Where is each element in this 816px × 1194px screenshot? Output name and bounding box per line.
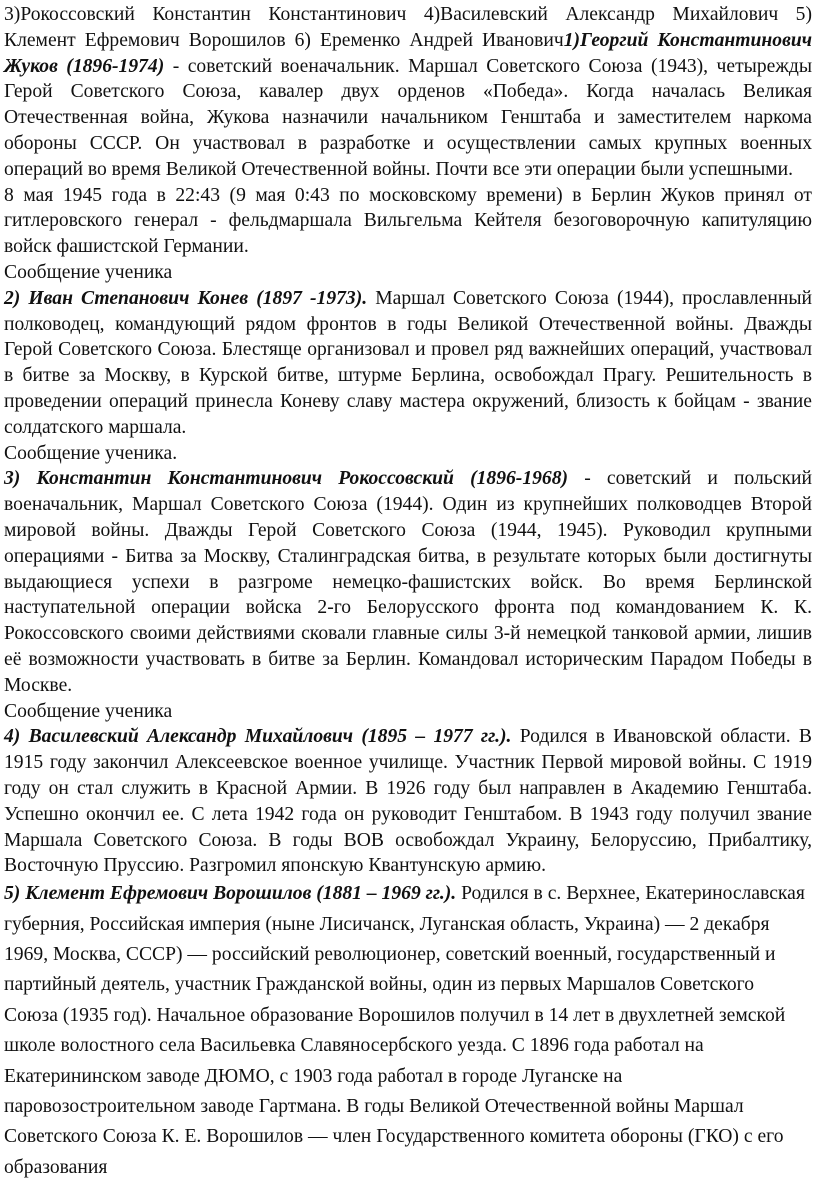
rokossovsky-caption: Сообщение ученика. [4,442,178,464]
vasilevsky-heading: 4) Василевский Александр Михайлович (1895 – 1977 гг.). [4,726,512,748]
konev-heading: 2) Иван Степанович Конев (1897 -1973). [4,287,368,309]
rokossovsky-paragraph [4,466,812,698]
konev-paragraph [4,286,812,441]
vasilevsky-caption: Сообщение ученика [4,700,173,722]
zhukov-text: - советский военачальник. Маршал Советского Союза (1943), четырежды Герой Советского Союза, кавалер двух орденов «Победа». Когда началась Великая Отечественная война, Жукова назначили начальником Генштаба и заместителем наркома обороны СССР. Он участвовал в разработке и осуществлении самых крупных военных операций во время Великой Отечественной войны. Почти все эти операции были успешными. [4,55,812,180]
vasilevsky-text: Родился в Ивановской области. В 1915 году закончил Алексеевское военное училище. Участник Первой мировой войны. С 1919 году он стал служить в Красной Армии. В 1926 году был направлен в Академию Генштаба. Успешно окончил ее. С лета 1942 года он руководит Генштабом. В 1943 году получил звание Маршала Советского Союза. В годы ВОВ освобождал Украину, Белоруссию, Прибалтику, Восточную Пруссию. Разгромил японскую Квантунскую армию. [4,726,812,877]
voroshilov-text: Родился в с. Верхнее, Екатеринославская губерния, Российская империя (ныне Лисичанск, Луганская область, Украина) — 2 декабря 1969, Москва, СССР) — российский революционер, советский военный, государственный и партийный деятель, участник Гражданской войны, один из первых Маршалов Советского Союза (1935 год). Начальное образование Ворошилов получил в 14 лет в двухлетней земской школе волостного села Васильевка Славяносербского уезда. С 1896 года работал на Екатерининском заводе ДЮМО, с 1903 года работал в городе Луганске на паровозостроительном заводе Гартмана. В годы Великой Отечественной войны Маршал Советского Союза К. Е. Ворошилов — член Государственного комитета обороны (ГКО) с его образования [4,883,805,1178]
marshals-list-line: 3)Рокоссовский Константин Константинович 4)Василевский Александр Михайлович 5) Клемент Ефремович Ворошилов 6) Еременко Андрей Иванович [4,4,812,51]
konev-caption: Сообщение ученика [4,261,173,283]
zhukov-heading: 1)Георгий Константинович Жуков (1896-1974) [4,29,813,77]
rokossovsky-text: - советский и польский военачальник, Маршал Советского Союза (1944). Один из крупнейших полководцев Второй мировой войны. Дважды Герой Советского Союза (1944, 1945). Руководил крупными операциями - Битва за Москву, Сталинградская битва, в результате которых были достигнуты выдающиеся успехи в разгроме немецко-фашистских войск. Во время Берлинской наступательной операции войска 2-го Белорусского фронта под командованием К. К. Рокоссовского своими действиями сковали главные силы 3-й немецкой танковой армии, лишив её возможности участвовать в битве за Берлин. Командовал историческим Парадом Победы в Москве. [4,468,812,696]
voroshilov-heading: 5) Клемент Ефремович Ворошилов (1881 – 1969 гг.). [4,883,457,905]
voroshilov-paragraph [4,879,812,1183]
rokossovsky-heading: 3) Константин Константинович Рокоссовский (1896-1968) [4,468,569,490]
zhukov-paragraph [4,2,812,183]
konev-text: Маршал Советского Союза (1944), прославленный полководец, командующий рядом фронтов в годы Великой Отечественной войны. Дважды Герой Советского Союза. Блестяще организовал и провел ряд важнейших операций, участвовал в битве за Москву, в Курской битве, штурме Берлина, освобождал Прагу. Решительность в проведении операций принесла Коневу славу мастера окружений, близость к бойцам - звание солдатского маршала. [4,287,812,438]
vasilevsky-paragraph [4,724,812,879]
zhukov-capitulation-paragraph: 8 мая 1945 года в 22:43 (9 мая 0:43 по московскому времени) в Берлин Жуков принял от гитлеровского генерал - фельдмаршала Вильгельма Кейтеля безоговорочную капитуляцию войск фашистской Германии. [4,184,812,258]
